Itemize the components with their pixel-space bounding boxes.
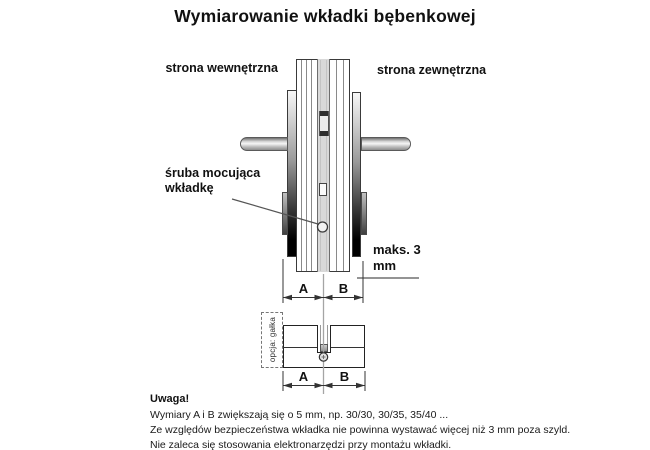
page-title: Wymiarowanie wkładki bębenkowej <box>174 6 476 26</box>
inner-side-label: strona wewnętrzna <box>165 61 278 75</box>
dimension-b-label-top: B <box>338 281 349 296</box>
cylinder-cam <box>319 111 329 136</box>
max-protrusion-label: maks. 3 mm <box>373 242 421 273</box>
door-layer-line <box>311 60 312 271</box>
knob-option-box <box>261 312 283 368</box>
outer-escutcheon <box>352 92 362 257</box>
cam-slot-cap <box>320 344 329 352</box>
dimension-a-label-top: A <box>298 281 309 296</box>
dimension-b-label-bottom: B <box>339 369 350 384</box>
door-layer-line <box>343 60 344 271</box>
door-layer-line <box>336 60 337 271</box>
knob-option-label: opcja: gałka <box>267 317 277 363</box>
outer-side-label: strona zewnętrzna <box>377 63 487 77</box>
note-line-3: Nie zaleca się stosowania elektronarzędzi przy montażu wkładki. <box>150 438 452 450</box>
cylinder-strip-inner-lines <box>320 60 327 271</box>
outer-handle-spindle <box>361 137 411 151</box>
inner-fixing-boss <box>282 192 288 235</box>
outer-fixing-boss <box>361 192 367 235</box>
door-layer-line <box>301 60 302 271</box>
door-layer-line <box>306 60 307 271</box>
cylinder-cam-slot <box>317 325 332 353</box>
inner-escutcheon <box>287 90 297 257</box>
notes-heading: Uwaga! <box>150 393 190 405</box>
cylinder-keyway <box>319 183 327 196</box>
note-line-2: Ze względów bezpieczeństwa wkładka nie powinna wystawać więcej niż 3 mm poza szyld. <box>150 423 571 436</box>
mounting-screw-label: śruba mocująca wkładkę <box>165 166 261 195</box>
note-line-1: Wymiary A i B zwiększają się o 5 mm, np. 30/30, 30/35, 35/40 ... <box>150 409 449 421</box>
notes-block <box>150 393 620 450</box>
inner-handle-spindle <box>240 137 288 151</box>
dimension-a-label-bottom: A <box>298 369 309 384</box>
